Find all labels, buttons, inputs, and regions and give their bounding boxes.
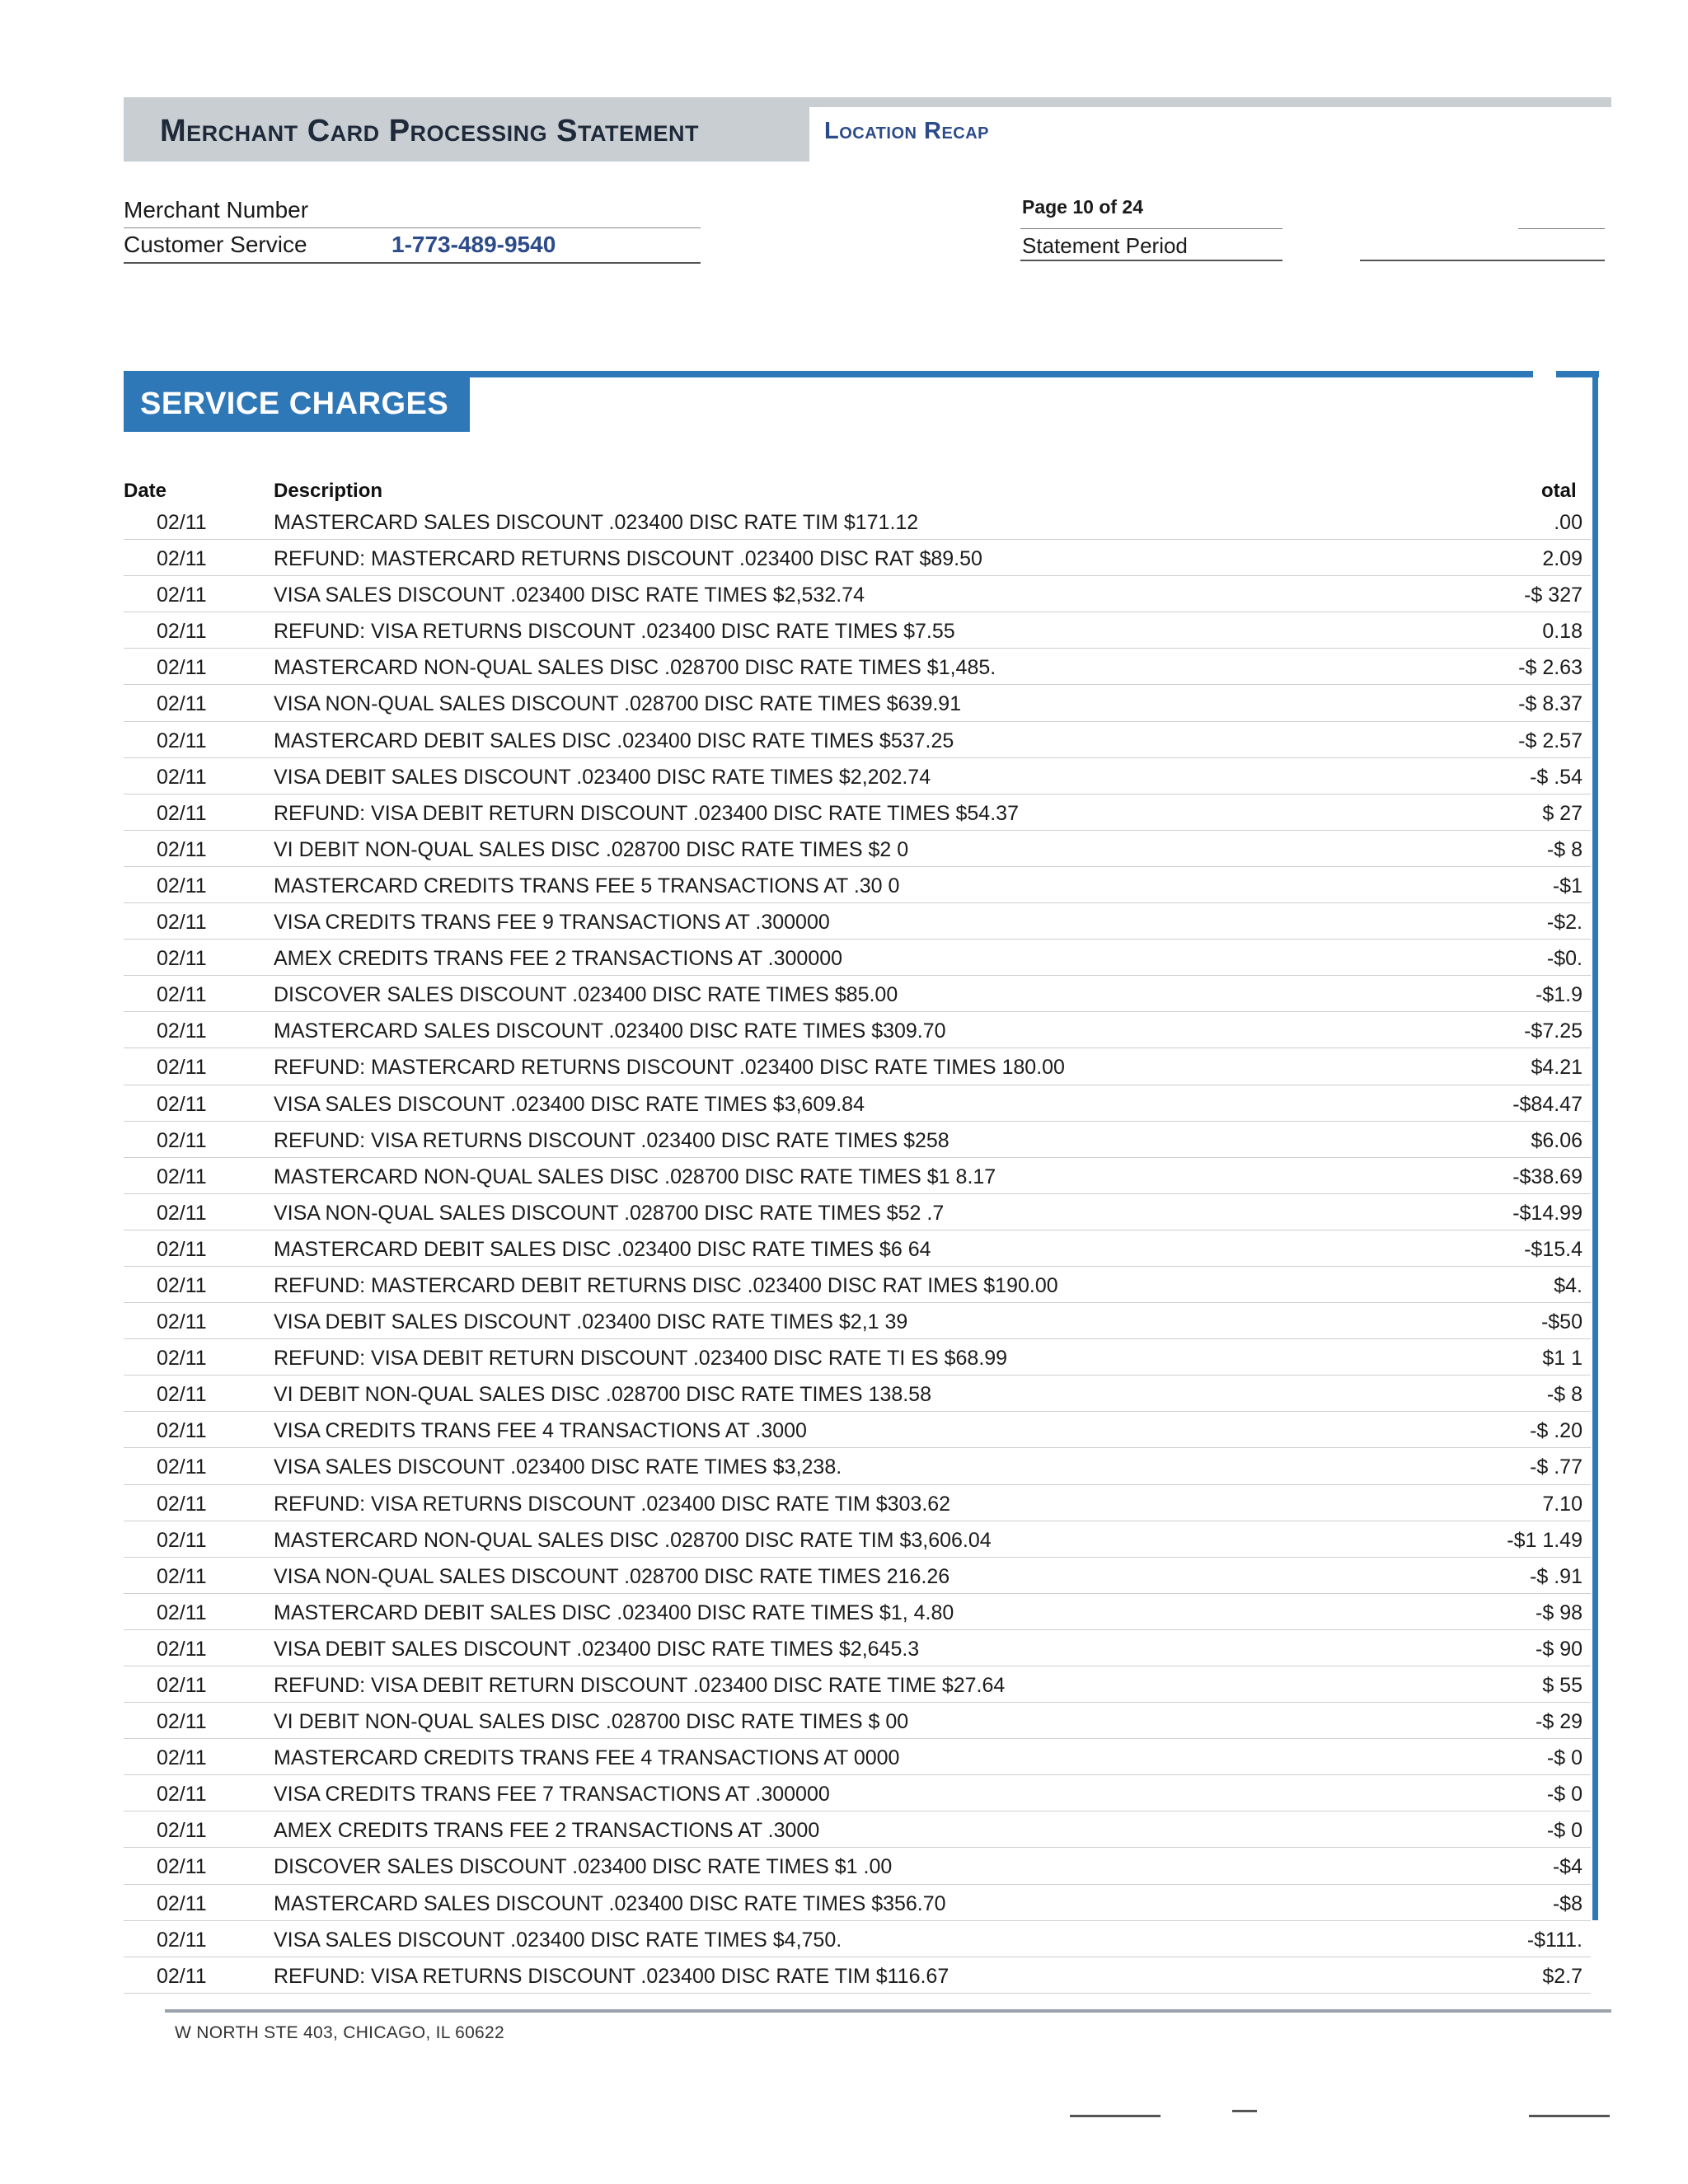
location-recap-label: Location Recap [824,118,990,144]
customer-service-phone: 1-773-489-9540 [392,232,556,257]
row-description: VISA CREDITS TRANS FEE 4 TRANSACTIONS AT .3000 [274,1419,807,1443]
page-number: Page 10 of 24 [1022,196,1144,218]
row-total: $4.21 [1531,1056,1582,1080]
row-date: 02/11 [157,1273,207,1297]
row-total: $ 27 [1542,801,1582,825]
row-description: MASTERCARD NON-QUAL SALES DISC .028700 DISC RATE TIMES $1,485. [274,656,996,680]
row-date: 02/11 [157,1746,207,1770]
row-description: MASTERCARD DEBIT SALES DISC .023400 DISC RATE TIMES $1, 4.80 [274,1601,954,1624]
row-total: -$ 0 [1546,1819,1582,1843]
row-date: 02/11 [157,1128,207,1152]
table-row [124,1921,1591,1957]
table-row [124,1666,1591,1703]
row-total: $1 1 [1542,1347,1582,1371]
row-description: REFUND: MASTERCARD RETURNS DISCOUNT .023400 DISC RAT $89.50 [274,547,982,571]
row-total: -$ 2.57 [1518,729,1582,752]
row-description: REFUND: MASTERCARD DEBIT RETURNS DISC .023400 DISC RAT IMES $190.00 [274,1273,1058,1297]
row-description: MASTERCARD SALES DISCOUNT .023400 DISC RATE TIMES $356.70 [274,1891,946,1915]
footer-rule [165,2009,1611,2013]
row-total: -$ 2.63 [1518,656,1582,680]
row-date: 02/11 [157,1783,207,1807]
row-date: 02/11 [157,1564,207,1588]
table-row [124,504,1591,540]
row-description: VI DEBIT NON-QUAL SALES DISC .028700 DISC RATE TIMES 138.58 [274,1383,931,1407]
period-value-rule-top [1518,228,1605,229]
table-row [124,903,1591,940]
row-total: -$8 [1552,1891,1582,1915]
row-date: 02/11 [157,729,207,752]
table-row [124,831,1591,867]
footer-mark [1232,2110,1257,2112]
row-description: REFUND: VISA RETURNS DISCOUNT .023400 DISC RATE TIM $303.62 [274,1492,951,1516]
row-total: -$84.47 [1512,1092,1582,1116]
row-date: 02/11 [157,1528,207,1552]
period-value-rule [1360,260,1605,261]
row-date: 02/11 [157,1891,207,1915]
row-description: MASTERCARD DEBIT SALES DISC .023400 DISC RATE TIMES $6 64 [274,1237,931,1261]
row-description: REFUND: VISA RETURNS DISCOUNT .023400 DISC RATE TIM $116.67 [274,1964,950,1988]
row-description: VISA NON-QUAL SALES DISCOUNT .028700 DISC RATE TIMES $52 .7 [274,1201,945,1225]
merchant-number-label: Merchant Number [124,197,309,223]
table-row [124,1485,1591,1521]
row-total: -$4 [1552,1855,1582,1879]
row-description: VISA SALES DISCOUNT .023400 DISC RATE TIMES $2,532.74 [274,583,865,607]
row-description: VISA SALES DISCOUNT .023400 DISC RATE TIMES $3,238. [274,1455,842,1479]
row-date: 02/11 [157,1165,207,1188]
row-description: VISA DEBIT SALES DISCOUNT .023400 DISC RATE TIMES $2,202.74 [274,765,931,789]
row-description: MASTERCARD SALES DISCOUNT .023400 DISC RATE TIM $171.12 [274,511,919,534]
row-total: -$ 327 [1524,583,1582,607]
row-total: -$50 [1540,1310,1582,1334]
row-total: -$ 90 [1536,1637,1582,1661]
table-row [124,722,1591,758]
row-total: $4. [1554,1273,1582,1297]
row-description: DISCOVER SALES DISCOUNT .023400 DISC RATE TIMES $1 .00 [274,1855,893,1879]
page-number-rule [1020,228,1282,229]
row-total: -$14.99 [1512,1201,1582,1225]
table-row [124,1448,1591,1484]
row-date: 02/11 [157,837,207,861]
row-date: 02/11 [157,1092,207,1116]
table-row [124,1957,1591,1994]
row-description: MASTERCARD NON-QUAL SALES DISC .028700 DISC RATE TIM $3,606.04 [274,1528,992,1552]
row-date: 02/11 [157,1347,207,1371]
row-description: AMEX CREDITS TRANS FEE 2 TRANSACTIONS AT .300000 [274,947,843,971]
statement-title: Merchant Card Processing Statement [160,113,699,148]
row-total: -$0. [1546,947,1582,971]
row-total: $6.06 [1531,1128,1582,1152]
service-charges-title: SERVICE CHARGES [140,386,449,421]
table-row [124,1739,1591,1775]
table-row [124,612,1591,649]
row-date: 02/11 [157,983,207,1007]
panel-right-border [1592,371,1598,1920]
table-row [124,758,1591,794]
table-row [124,1412,1591,1448]
row-date: 02/11 [157,1674,207,1697]
row-date: 02/11 [157,547,207,571]
row-date: 02/11 [157,1419,207,1443]
table-row [124,1122,1591,1158]
row-total: -$2. [1546,911,1582,935]
row-total: -$ 29 [1536,1710,1582,1734]
row-description: REFUND: VISA DEBIT RETURN DISCOUNT .023400 DISC RATE TIME $27.64 [274,1674,1006,1697]
table-row [124,1775,1591,1811]
row-description: MASTERCARD CREDITS TRANS FEE 5 TRANSACTIONS AT .30 0 [274,874,900,898]
customer-service-label: Customer Service [124,232,307,257]
row-description: MASTERCARD CREDITS TRANS FEE 4 TRANSACTIONS AT 0000 [274,1746,900,1770]
row-total: -$1 1.49 [1507,1528,1582,1552]
table-row [124,976,1591,1012]
table-row [124,1376,1591,1412]
statement-period-rule [1020,260,1282,261]
row-total: -$ 0 [1546,1783,1582,1807]
table-row [124,1158,1591,1194]
table-row [124,1703,1591,1739]
row-description: VI DEBIT NON-QUAL SALES DISC .028700 DISC RATE TIMES $2 0 [274,837,909,861]
row-description: MASTERCARD DEBIT SALES DISC .023400 DISC RATE TIMES $537.25 [274,729,954,752]
row-date: 02/11 [157,1964,207,1988]
date-column-header: Date [124,480,167,502]
row-total: 7.10 [1542,1492,1582,1516]
row-description: VISA NON-QUAL SALES DISCOUNT .028700 DISC RATE TIMES 216.26 [274,1564,950,1588]
row-date: 02/11 [157,801,207,825]
row-date: 02/11 [157,1056,207,1080]
table-row [124,1848,1591,1884]
row-description: MASTERCARD NON-QUAL SALES DISC .028700 DISC RATE TIMES $1 8.17 [274,1165,996,1188]
row-description: DISCOVER SALES DISCOUNT .023400 DISC RATE TIMES $85.00 [274,983,898,1007]
merchant-address: W NORTH STE 403, CHICAGO, IL 60622 [175,2023,504,2042]
row-total: -$15.4 [1524,1237,1582,1261]
table-row [124,1267,1591,1303]
table-row [124,649,1591,685]
table-row [124,1012,1591,1048]
row-date: 02/11 [157,1019,207,1043]
row-date: 02/11 [157,620,207,644]
footer-mark [1070,2115,1160,2117]
row-description: VISA DEBIT SALES DISCOUNT .023400 DISC RATE TIMES $2,1 39 [274,1310,908,1334]
row-description: VISA SALES DISCOUNT .023400 DISC RATE TIMES $3,609.84 [274,1092,865,1116]
table-row [124,1085,1591,1122]
footer-mark [1529,2115,1610,2117]
row-description: MASTERCARD SALES DISCOUNT .023400 DISC RATE TIMES $309.70 [274,1019,946,1043]
table-row [124,940,1591,976]
table-row [124,1521,1591,1558]
row-description: VISA CREDITS TRANS FEE 7 TRANSACTIONS AT .300000 [274,1783,830,1807]
row-total: $ 55 [1542,1674,1582,1697]
row-total: 0.18 [1542,620,1582,644]
table-row [124,1048,1591,1085]
table-row [124,1230,1591,1267]
row-date: 02/11 [157,656,207,680]
table-row [124,540,1591,576]
row-total: .00 [1554,511,1582,534]
row-total: -$7.25 [1524,1019,1582,1043]
row-date: 02/11 [157,1237,207,1261]
row-total: -$ 8 [1546,1383,1582,1407]
table-row [124,1594,1591,1630]
row-description: REFUND: VISA RETURNS DISCOUNT .023400 DISC RATE TIMES $258 [274,1128,950,1152]
row-date: 02/11 [157,1819,207,1843]
row-description: VISA DEBIT SALES DISCOUNT .023400 DISC RATE TIMES $2,645.3 [274,1637,920,1661]
row-total: -$1 [1552,874,1582,898]
table-row [124,1630,1591,1666]
row-description: VISA SALES DISCOUNT .023400 DISC RATE TIMES $4,750. [274,1928,842,1952]
row-description: REFUND: VISA DEBIT RETURN DISCOUNT .023400 DISC RATE TIMES $54.37 [274,801,1019,825]
table-row [124,1558,1591,1594]
row-date: 02/11 [157,1455,207,1479]
row-date: 02/11 [157,1383,207,1407]
table-row [124,1194,1591,1230]
row-date: 02/11 [157,1201,207,1225]
row-date: 02/11 [157,911,207,935]
row-total: -$ .91 [1530,1564,1582,1588]
row-date: 02/11 [157,765,207,789]
table-row [124,576,1591,612]
table-row [124,685,1591,721]
row-total: $2.7 [1542,1964,1582,1988]
row-date: 02/11 [157,947,207,971]
row-total: -$ 8 [1546,837,1582,861]
row-total: 2.09 [1542,547,1582,571]
row-description: VISA NON-QUAL SALES DISCOUNT .028700 DISC RATE TIMES $639.91 [274,692,962,716]
row-date: 02/11 [157,511,207,534]
row-description: REFUND: MASTERCARD RETURNS DISCOUNT .023400 DISC RATE TIMES 180.00 [274,1056,1065,1080]
row-description: VI DEBIT NON-QUAL SALES DISC .028700 DISC RATE TIMES $ 00 [274,1710,909,1734]
row-total: -$ 98 [1536,1601,1582,1624]
header-title-box [124,101,809,162]
merchant-number-rule [124,227,701,228]
description-column-header: Description [274,480,383,502]
customer-service-rule [124,262,701,264]
statement-period-label: Statement Period [1022,233,1188,258]
row-total: -$ .54 [1530,765,1582,789]
row-date: 02/11 [157,1310,207,1334]
table-row [124,867,1591,903]
row-date: 02/11 [157,1637,207,1661]
table-row [124,1303,1591,1339]
service-charges-tab [124,376,470,432]
row-date: 02/11 [157,1601,207,1624]
row-date: 02/11 [157,1492,207,1516]
total-column-header: otal [1541,480,1577,502]
row-description: REFUND: VISA DEBIT RETURN DISCOUNT .023400 DISC RATE TI ES $68.99 [274,1347,1008,1371]
row-description: VISA CREDITS TRANS FEE 9 TRANSACTIONS AT .300000 [274,911,830,935]
row-total: -$1.9 [1536,983,1582,1007]
row-date: 02/11 [157,1710,207,1734]
row-date: 02/11 [157,583,207,607]
row-date: 02/11 [157,692,207,716]
row-date: 02/11 [157,1855,207,1879]
table-row [124,1885,1591,1921]
table-row [124,794,1591,831]
row-total: -$ .20 [1530,1419,1582,1443]
row-total: -$38.69 [1512,1165,1582,1188]
row-total: -$ .77 [1530,1455,1582,1479]
row-description: AMEX CREDITS TRANS FEE 2 TRANSACTIONS AT .3000 [274,1819,820,1843]
row-description: REFUND: VISA RETURNS DISCOUNT .023400 DISC RATE TIMES $7.55 [274,620,955,644]
table-row [124,1339,1591,1376]
row-date: 02/11 [157,874,207,898]
service-charges-table [124,504,1591,1994]
row-total: -$111. [1526,1928,1582,1952]
row-total: -$ 0 [1546,1746,1582,1770]
row-total: -$ 8.37 [1518,692,1582,716]
table-row [124,1811,1591,1848]
row-date: 02/11 [157,1928,207,1952]
